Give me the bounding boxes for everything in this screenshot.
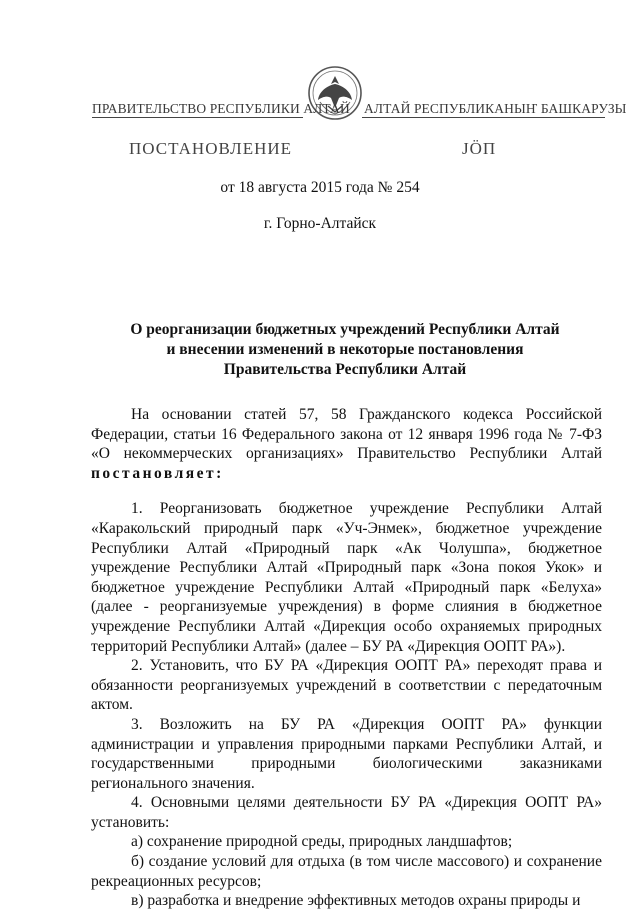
decree-label-russian: ПОСТАНОВЛЕНИЕ <box>129 139 293 158</box>
header-underline-right <box>362 117 605 118</box>
document-body <box>91 405 602 911</box>
title-line: Правительства Республики Алтай <box>223 361 467 378</box>
header-row <box>92 101 627 121</box>
preamble-paragraph <box>91 405 602 483</box>
paragraph-spacer <box>91 483 602 499</box>
government-name-russian: ПРАВИТЕЛЬСТВО РЕСПУБЛИКИ АЛТАЙ <box>92 101 350 116</box>
preamble-resolution-word: постановляет: <box>91 464 224 482</box>
item-paragraph: в) разработка и внедрение эффективных методов охраны природы и <box>131 892 581 910</box>
decree-city: г. Горно-Алтайск <box>263 215 377 232</box>
decree-date-number: от 18 августа 2015 года № 254 <box>220 179 420 196</box>
item-paragraph: 1. Реорганизовать бюджетное учреждение Республики Алтай «Каракольский природный парк «Уч-Энмек», бюджетное учреждение Республики Алтай «Природный парк «Ак Чолушпа», бюджетное учреждение Республики Алтай «Природный парк «Зона покоя Укок» и бюджетное учреждение Республики Алтай «Природный парк «Белуха» (далее - реорганизуемые учреждения) в форме слияния в бюджетное учреждение Республики Алтай «Дирекция особо охраняемых природных территорий Республики Алтай» (далее – БУ РА «Дирекция ООПТ РА»). <box>91 500 602 655</box>
title-line: О реорганизации бюджетных учреждений Республики Алтай <box>130 321 560 338</box>
item-paragraph: 4. Основными целями деятельности БУ РА «Дирекция ООПТ РА» установить: <box>91 794 602 831</box>
item-paragraph: б) создание условий для отдыха (в том числе массового) и сохранение рекреационных ресурсов; <box>91 853 602 890</box>
preamble-text: На основании статей 57, 58 Гражданского кодекса Российской Федерации, статьи 16 Федерального закона от 12 января 1996 года № 7-ФЗ «О некоммерческих организациях» Правительство Республики Алтай <box>91 406 602 463</box>
decree-label-altai: ЈÖП <box>462 139 497 158</box>
header-underline-left <box>92 117 303 118</box>
title-line: и внесении изменений в некоторые постановления <box>166 341 524 358</box>
item-paragraph: а) сохранение природной среды, природных ландшафтов; <box>131 833 513 851</box>
document-title <box>90 320 600 380</box>
item-paragraph: 3. Возложить на БУ РА «Дирекция ООПТ РА» функции администрации и управления природными парками Республики Алтай, и государственными природными биологическими заказниками регионального значения. <box>91 715 602 792</box>
item-paragraph: 2. Установить, что БУ РА «Дирекция ООПТ РА» переходят права и обязанности реорганизуемых учреждений в соответствии с передаточным актом. <box>91 657 602 714</box>
government-name-altai: АЛТАЙ РЕСПУБЛИКАНЫҤ БАШКАРУЗЫ <box>364 101 627 116</box>
